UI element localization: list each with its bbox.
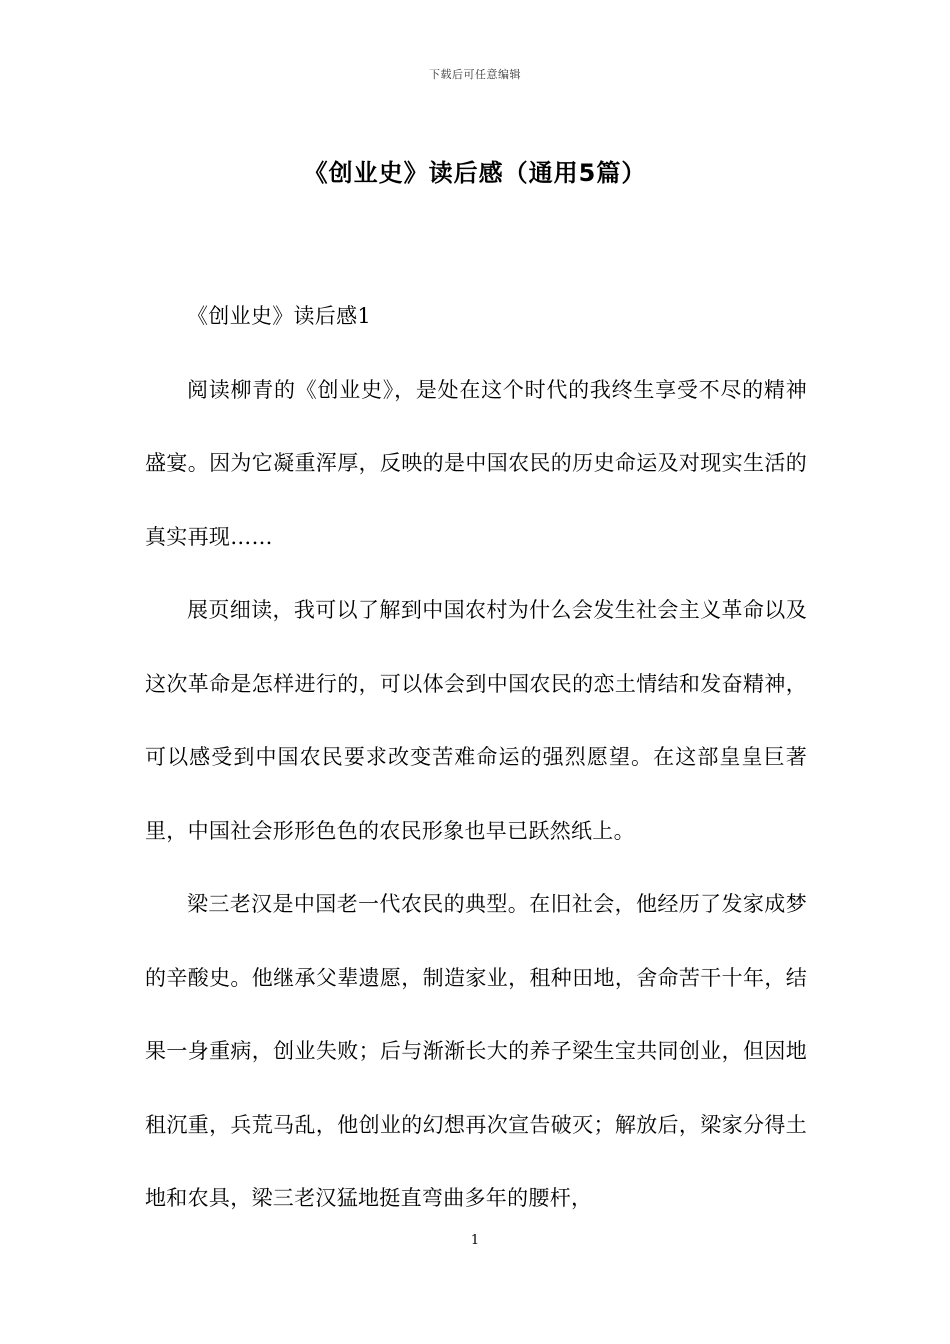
paragraph: 展页细读，我可以了解到中国农村为什么会发生社会主义革命以及这次革命是怎样进行的，可以体会到中国农民的恋土情结和发奋精神，可以感受到中国农民要求改变苦难命运的强烈愿望。在这部皇皇巨著里，中国社会形形色色的农民形象也早已跃然纸上。 (145, 598, 807, 843)
document-title: 《创业史》读后感（通用5篇） (303, 159, 647, 187)
paragraph: 阅读柳青的《创业史》，是处在这个时代的我终生享受不尽的精神盛宴。因为它凝重浑厚，反映的是中国农民的历史命运及对现实生活的真实再现…… (145, 377, 807, 549)
document-body (145, 280, 807, 1236)
header-note: 下载后可任意编辑 (429, 68, 521, 81)
paragraph: 梁三老汉是中国老一代农民的典型。在旧社会，他经历了发家成梦的辛酸史。他继承父辈遗愿，制造家业，租种田地，舍命苦干十年，结果一身重病，创业失败；后与渐渐长大的养子梁生宝共同创业，但因地租沉重，兵荒马乱，他创业的幻想再次宣告破灭；解放后，梁家分得土地和农具，梁三老汉猛地挺直弯曲多年的腰杆， (145, 892, 807, 1210)
page-number: 1 (470, 1233, 480, 1248)
section-heading: 《创业史》读后感1 (187, 304, 372, 328)
